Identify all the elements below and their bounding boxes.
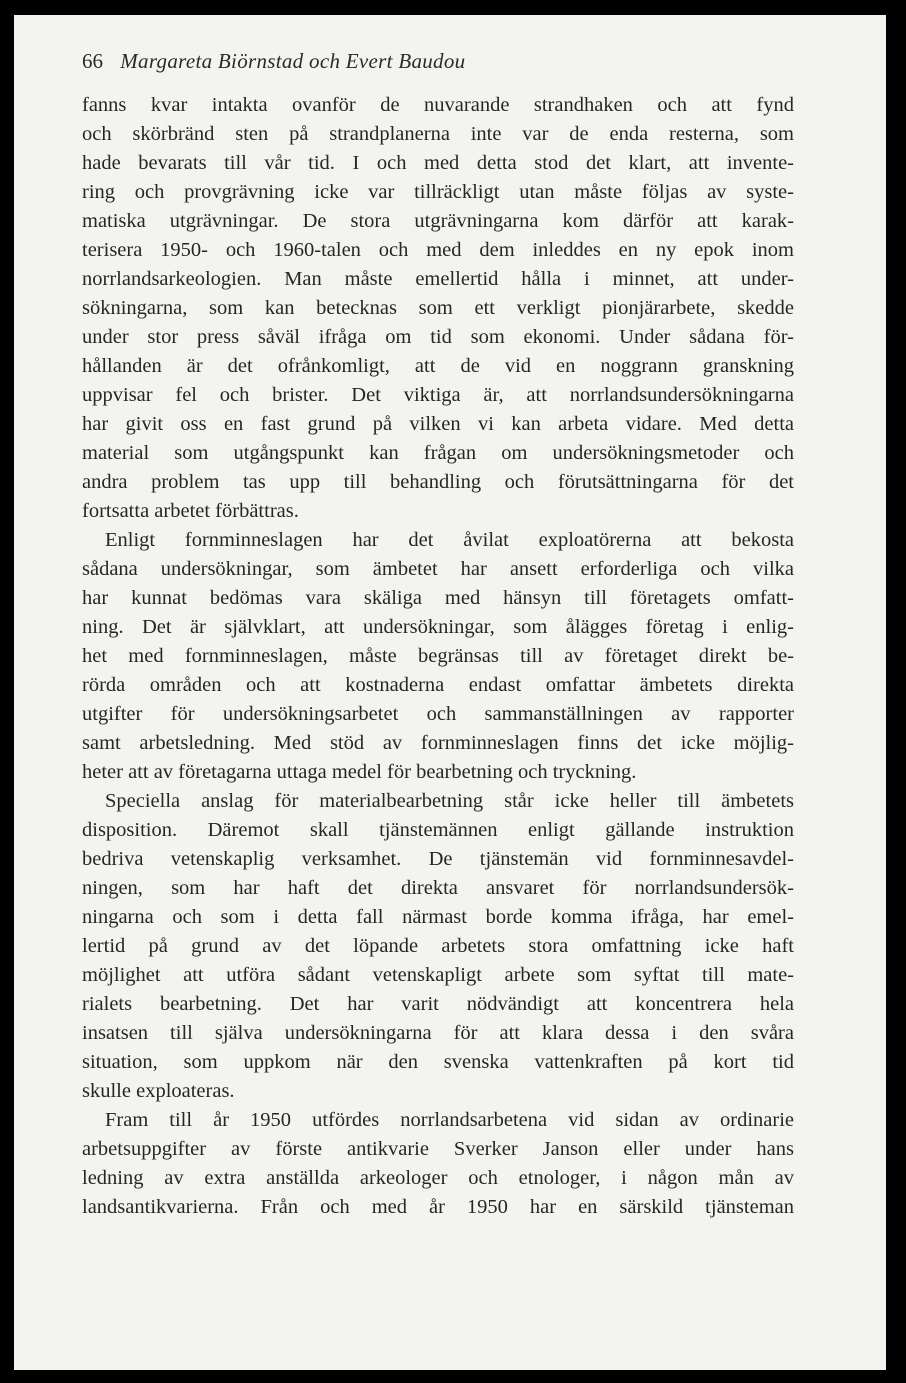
running-title: Margareta Biörnstad och Evert Baudou bbox=[120, 49, 466, 73]
text-line: landsantikvarierna. Från och med år 1950 har en särskild tjänsteman bbox=[82, 1196, 794, 1218]
text-line: har givit oss en fast grund på vilken vi kan arbeta vidare. Med detta bbox=[82, 413, 794, 435]
text-line: utgifter för undersökningsarbetet och sammanställningen av rapporter bbox=[82, 703, 794, 725]
text-line: rialets bearbetning. Det har varit nödvändigt att koncentrera hela bbox=[82, 993, 794, 1015]
text-line: skulle exploateras. bbox=[82, 1080, 235, 1102]
text-line: sökningarna, som kan betecknas som ett verkligt pionjärarbete, skedde bbox=[82, 297, 794, 319]
text-line: Fram till år 1950 utfördes norrlandsarbetena vid sidan av ordinarie bbox=[105, 1109, 794, 1131]
text-line: arbetsuppgifter av förste antikvarie Sverker Janson eller under hans bbox=[82, 1138, 794, 1160]
text-line: har kunnat bedömas vara skäliga med hänsyn till företagets omfatt- bbox=[82, 587, 794, 609]
text-line: norrlandsarkeologien. Man måste emellertid hålla i minnet, att under- bbox=[82, 268, 794, 290]
text-line: hade bevarats till vår tid. I och med detta stod det klart, att invente- bbox=[82, 152, 794, 174]
text-line: insatsen till själva undersökningarna för att klara dessa i den svåra bbox=[82, 1022, 794, 1044]
text-line: lertid på grund av det löpande arbetets stora omfattning icke haft bbox=[82, 935, 794, 957]
text-line: hållanden är det ofrånkomligt, att de vid en noggrann granskning bbox=[82, 355, 794, 377]
text-line: ring och provgrävning icke var tillräckligt utan måste följas av syste- bbox=[82, 181, 794, 203]
text-line: ledning av extra anställda arkeologer och etnologer, i någon mån av bbox=[82, 1167, 794, 1189]
text-line: uppvisar fel och brister. Det viktiga är, att norrlandsundersökningarna bbox=[82, 384, 794, 406]
text-line: disposition. Däremot skall tjänstemännen enligt gällande instruktion bbox=[82, 819, 794, 841]
book-page bbox=[14, 15, 886, 1370]
page-number: 66 bbox=[82, 49, 103, 73]
text-line: andra problem tas upp till behandling och förutsättningarna för det bbox=[82, 471, 794, 493]
body-text bbox=[82, 91, 794, 1222]
paragraph bbox=[82, 91, 794, 526]
text-line: rörda områden och att kostnaderna endast omfattar ämbetets direkta bbox=[82, 674, 794, 696]
text-line: fortsatta arbetet förbättras. bbox=[82, 500, 299, 522]
text-line: ning. Det är självklart, att undersökningar, som ålägges företag i enlig- bbox=[82, 616, 794, 638]
text-line: heter att av företagarna uttaga medel för bearbetning och tryckning. bbox=[82, 761, 637, 783]
text-line: ningen, som har haft det direkta ansvaret för norrlandsundersök- bbox=[82, 877, 794, 899]
text-line: material som utgångspunkt kan frågan om undersökningsmetoder och bbox=[82, 442, 794, 464]
text-line: under stor press såväl ifråga om tid som ekonomi. Under sådana för- bbox=[82, 326, 794, 348]
text-line: matiska utgrävningar. De stora utgrävningarna kom därför att karak- bbox=[82, 210, 794, 232]
paragraph bbox=[82, 1106, 794, 1222]
text-line: fanns kvar intakta ovanför de nuvarande strandhaken och att fynd bbox=[82, 94, 794, 116]
paragraph bbox=[82, 526, 794, 787]
text-line: samt arbetsledning. Med stöd av fornminneslagen finns det icke möjlig- bbox=[82, 732, 794, 754]
text-line: Speciella anslag för materialbearbetning står icke heller till ämbetets bbox=[105, 790, 794, 812]
text-line: situation, som uppkom när den svenska vattenkraften på kort tid bbox=[82, 1051, 794, 1073]
text-line: terisera 1950- och 1960-talen och med dem inleddes en ny epok inom bbox=[82, 239, 794, 261]
text-line: bedriva vetenskaplig verksamhet. De tjänstemän vid fornminnesavdel- bbox=[82, 848, 794, 870]
text-line: het med fornminneslagen, måste begränsas till av företaget direkt be- bbox=[82, 645, 794, 667]
text-line: och skörbränd sten på strandplanerna inte var de enda resterna, som bbox=[82, 123, 794, 145]
text-line: Enligt fornminneslagen har det åvilat exploatörerna att bekosta bbox=[105, 529, 794, 551]
text-line: möjlighet att utföra sådant vetenskapligt arbete som syftat till mate- bbox=[82, 964, 794, 986]
running-header bbox=[82, 49, 465, 74]
text-line: ningarna och som i detta fall närmast borde komma ifråga, har emel- bbox=[82, 906, 794, 928]
text-line: sådana undersökningar, som ämbetet har ansett erforderliga och vilka bbox=[82, 558, 794, 580]
paragraph bbox=[82, 787, 794, 1106]
